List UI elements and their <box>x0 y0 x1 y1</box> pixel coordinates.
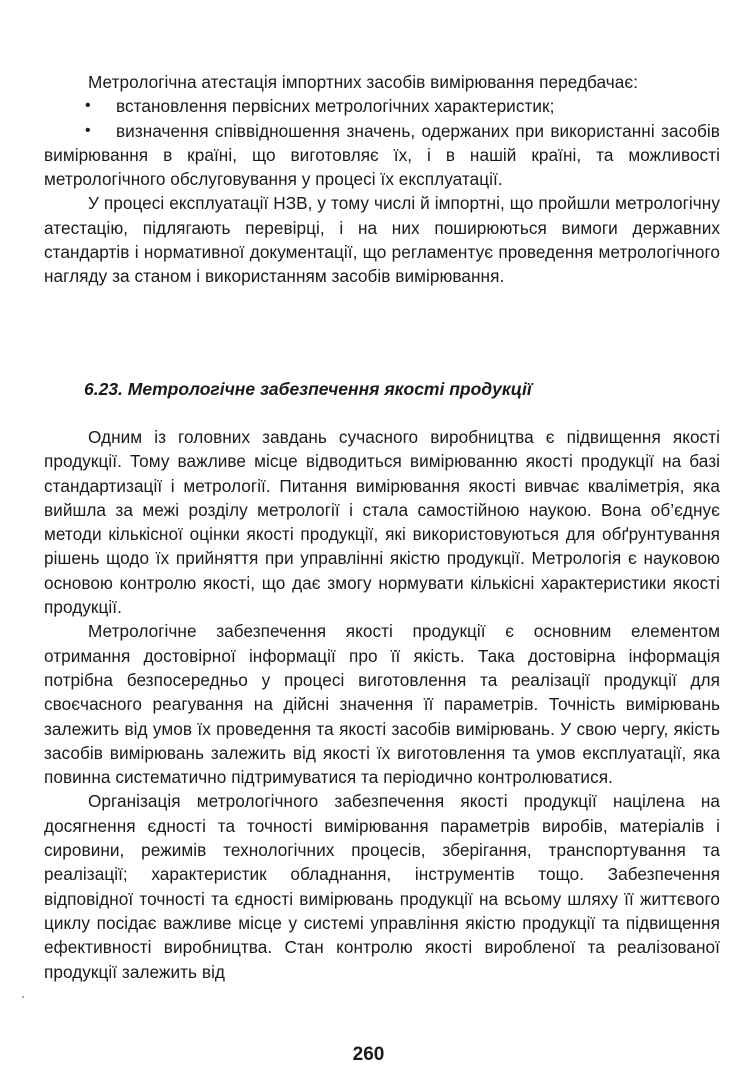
top-text-block <box>44 70 720 289</box>
section-text-block <box>44 425 720 984</box>
page-number: 260 <box>352 1044 385 1065</box>
operation-paragraph: У процесі експлуатації НЗВ, у тому числі й імпортні, що пройшли метрологічну атестацію, підлягають перевірці, і на них поширюються вимоги державних стандартів і нормативної документації, що регламентує проведення метрологічного нагляду за станом і використанням засобів вимірювання. <box>44 193 720 287</box>
bullet-item <box>44 94 720 118</box>
scan-speck <box>22 996 24 998</box>
bullet-text: визначення співвідношення значень, одержаних при використанні засобів вимірювання в країні, що виготовляє їх, і в нашій країні, та можливості метрологічного обслуговування у процесі їх експлуатації. <box>44 120 720 190</box>
bullet-dot-icon: • <box>85 97 91 115</box>
section-heading: 6.23. Метрологічне забезпечення якості продукції <box>84 379 532 399</box>
bullet-list <box>44 94 720 191</box>
bullet-dot-icon: • <box>85 121 91 139</box>
section-paragraph: Організація метрологічного забезпечення якості продукції націлена на досягнення єдності та точності вимірювання параметрів виробів, матеріалів і сировини, режимів технологічних процесів, зберігання, транспортування та реалізації; характеристик обладнання, інструментів тощо. Забезпечення відповідної точності та єдності вимірювань продукції на всьому шляху її життєвого циклу посідає важливе місце у системі управління якістю продукції та підвищення ефективності виробництва. Стан контролю якості виробленої та реалізованої продукції залежить від <box>44 791 720 982</box>
bullet-text: встановлення первісних метрологічних характеристик; <box>116 96 555 117</box>
section-paragraph: Одним із головних завдань сучасного виробництва є підвищення якості продукції. Тому важливе місце відводиться вимірюванню якості продукції на базі стандартизації і метрології. Питання вимірювання якості вивчає кваліметрія, яка вийшла за межі розділу метрології і стала самостійною наукою. Вона об’єднує методи кількісної оцінки якості продукції, які використовуються для обґрунтування рішень щодо їх прийняття при управлінні якістю продукції. Метрологія є науковою основою контролю якості, що дає змогу нормувати кількісні характеристики якості продукції. <box>44 427 720 618</box>
section-paragraph: Метрологічне забезпечення якості продукції є основним елементом отримання достовірної інформації про її якість. Така достовірна інформація потрібна безпосередньо у процесі виготовлення та реалізації продукції для своєчасного реагування на дійсні значення її параметрів. Точність вимірювань залежить від умов їх проведення та якості засобів вимірювань. У свою чергу, якість засобів вимірювань залежить від якості їх виготовлення та умов експлуатації, яка повинна систематично підтримуватися та періодично контролюватися. <box>44 621 720 788</box>
bullet-item <box>44 119 720 192</box>
intro-paragraph: Метрологічна атестація імпортних засобів вимірювання передбачає: <box>88 72 639 92</box>
